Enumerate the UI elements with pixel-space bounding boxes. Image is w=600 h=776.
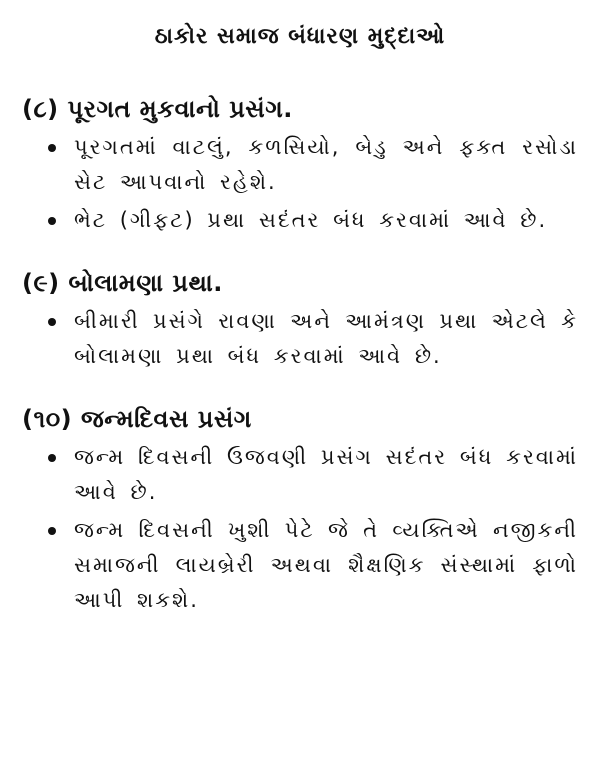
section-9 (22, 266, 578, 374)
section-10 (22, 402, 578, 618)
bullet-icon (48, 217, 56, 225)
section-heading: (૧૦) જન્મદિવસ પ્રસંગ (22, 405, 252, 433)
bullet-list (22, 304, 578, 374)
list-item-text: પૂરગતમાં વાટલું, કળસિયો, બેડુ અને ફક્ત રસોડા સેટ આપવાનો રહેશે. (74, 135, 578, 194)
bullet-icon (48, 527, 56, 535)
list-item-text: જન્મ દિવસની ખુશી પેટે જે તે વ્યક્તિએ નજીકની સમાજની લાયબ્રેરી અથવા શૈક્ષણિક સંસ્થામાં ફાળો આપી શકશે. (74, 518, 578, 612)
bullet-icon (48, 454, 56, 462)
list-item (48, 513, 578, 618)
list-item (48, 304, 578, 374)
list-item (48, 130, 578, 200)
list-item (48, 440, 578, 510)
list-item (48, 203, 578, 238)
section-8 (22, 92, 578, 238)
section-heading: (૮) પૂરગત મુકવાનો પ્રસંગ. (22, 95, 293, 123)
bullet-icon (48, 144, 56, 152)
document-title: ઠાકોર સમાજ બંધારણ મુદ્દાઓ (154, 24, 446, 49)
list-item-text: જન્મ દિવસની ઉજવણી પ્રસંગ સદંતર બંધ કરવામાં આવે છે. (74, 445, 578, 504)
list-item-text: બીમારી પ્રસંગે રાવણા અને આમંત્રણ પ્રથા એટલે કે બોલામણા પ્રથા બંધ કરવામાં આવે છે. (74, 309, 578, 368)
bullet-list (22, 440, 578, 618)
bullet-list (22, 130, 578, 238)
bullet-icon (48, 318, 56, 326)
list-item-text: ભેટ (ગીફટ) પ્રથા સદંતર બંધ કરવામાં આવે છે. (74, 208, 548, 232)
section-heading: (૯) બોલામણા પ્રથા. (22, 269, 223, 297)
